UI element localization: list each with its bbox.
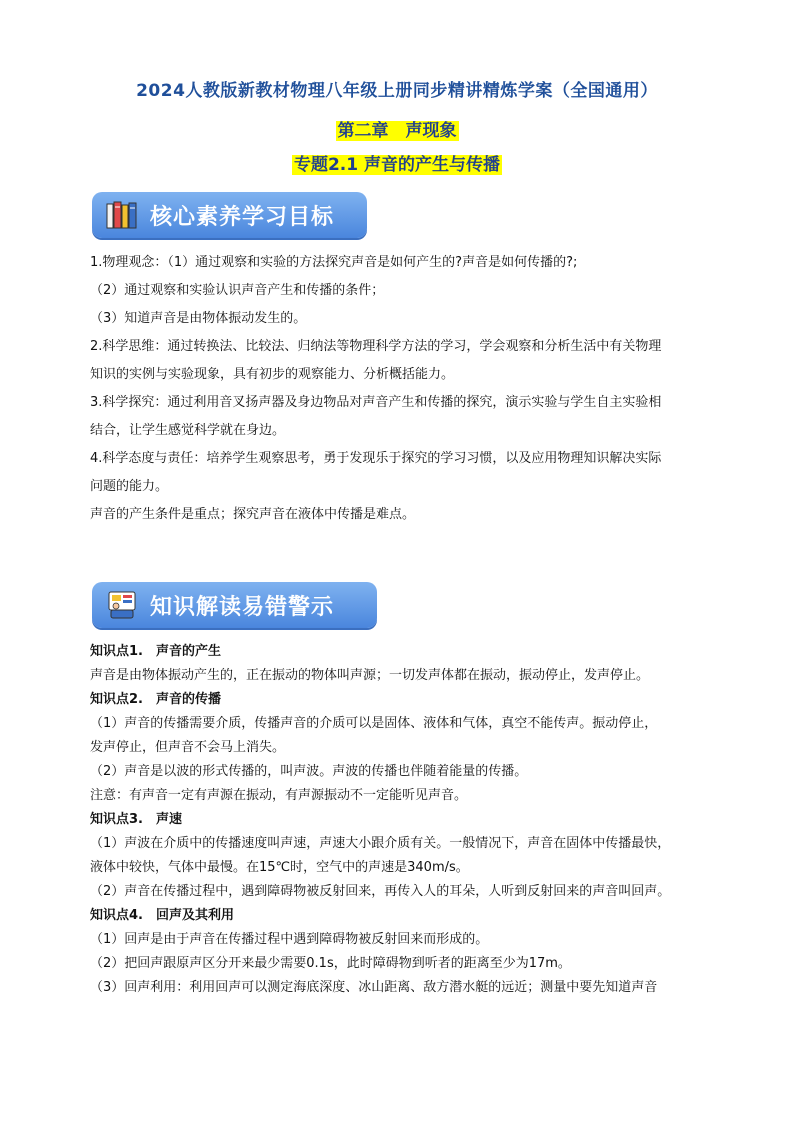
topic-heading — [0, 150, 794, 175]
goal-line: （2）通过观察和实验认识声音产生和传播的条件； — [90, 283, 385, 298]
knowledge-line: （1）声波在介质中的传播速度叫声速，声速大小跟介质有关。一般情况下，声音在固体中传播最快， — [90, 836, 671, 851]
knowledge-line: 发声停止，但声音不会马上消失。 — [90, 740, 286, 755]
goal-line: 3.科学探究：通过利用音叉扬声器及身边物品对声音产生和传播的探究，演示实验与学生自主实验相 — [90, 395, 662, 410]
knowledge-line: 注意：有声音一定有声源在振动，有声源振动不一定能听见声音。 — [90, 788, 468, 803]
topic-heading-text: 专题2.1 声音的产生与传播 — [293, 155, 501, 175]
knowledge-line: （2）声音在传播过程中，遇到障碍物被反射回来，再传入人的耳朵，人听到反射回来的声音叫回声。 — [90, 884, 671, 899]
chapter-heading — [0, 116, 794, 141]
learning-goals-banner — [92, 192, 367, 238]
knowledge-point-heading: 知识点3. 声速 — [90, 812, 182, 827]
knowledge-line: （2）把回声跟原声区分开来最少需要0.1s，此时障碍物到听者的距离至少为17m。 — [90, 956, 571, 971]
knowledge-banner — [92, 582, 377, 628]
learning-goals-text — [90, 252, 710, 526]
knowledge-line: （1）回声是由于声音在传播过程中遇到障碍物被反射回来而形成的。 — [90, 932, 489, 947]
goal-line: 知识的实例与实验现象，具有初步的观察能力、分析概括能力。 — [90, 367, 455, 382]
study-icon — [106, 590, 138, 620]
goal-line: （3）知道声音是由物体振动发生的。 — [90, 311, 307, 326]
knowledge-banner-label: 知识解读易错警示 — [150, 594, 335, 620]
chapter-heading-text: 第二章 声现象 — [337, 121, 457, 141]
goal-line: 4.科学态度与责任：培养学生观察思考，勇于发现乐于探究的学习习惯，以及应用物理知识解决实际 — [90, 451, 662, 466]
goal-line: 声音的产生条件是重点；探究声音在液体中传播是难点。 — [90, 507, 416, 522]
learning-goals-banner-label: 核心素养学习目标 — [150, 204, 335, 230]
knowledge-line: （1）声音的传播需要介质，传播声音的介质可以是固体、液体和气体，真空不能传声。振动停止， — [90, 716, 658, 731]
goal-line: 结合，让学生感觉科学就在身边。 — [90, 423, 286, 438]
knowledge-line: 液体中较快，气体中最慢。在15℃时，空气中的声速是340m/s。 — [90, 860, 469, 875]
goal-line: 2.科学思维：通过转换法、比较法、归纳法等物理科学方法的学习，学会观察和分析生活中有关物理 — [90, 339, 662, 354]
knowledge-line: （3）回声利用：利用回声可以测定海底深度、冰山距离、敌方潜水艇的远近；测量中要先知道声音 — [90, 980, 658, 995]
document-title: 2024人教版新教材物理八年级上册同步精讲精炼学案（全国通用） — [136, 81, 658, 101]
knowledge-point-heading: 知识点2. 声音的传播 — [90, 692, 221, 707]
knowledge-point-heading: 知识点1. 声音的产生 — [90, 644, 221, 659]
books-icon — [106, 201, 138, 229]
knowledge-line: （2）声音是以波的形式传播的，叫声波。声波的传播也伴随着能量的传播。 — [90, 764, 528, 779]
knowledge-points-text — [90, 640, 710, 1000]
goal-line: 问题的能力。 — [90, 479, 169, 494]
knowledge-line: 声音是由物体振动产生的，正在振动的物体叫声源；一切发声体都在振动，振动停止，发声停止。 — [90, 668, 650, 683]
knowledge-point-heading: 知识点4. 回声及其利用 — [90, 908, 234, 923]
goal-line: 1.物理观念：（1）通过观察和实验的方法探究声音是如何产生的?声音是如何传播的?; — [90, 255, 578, 270]
